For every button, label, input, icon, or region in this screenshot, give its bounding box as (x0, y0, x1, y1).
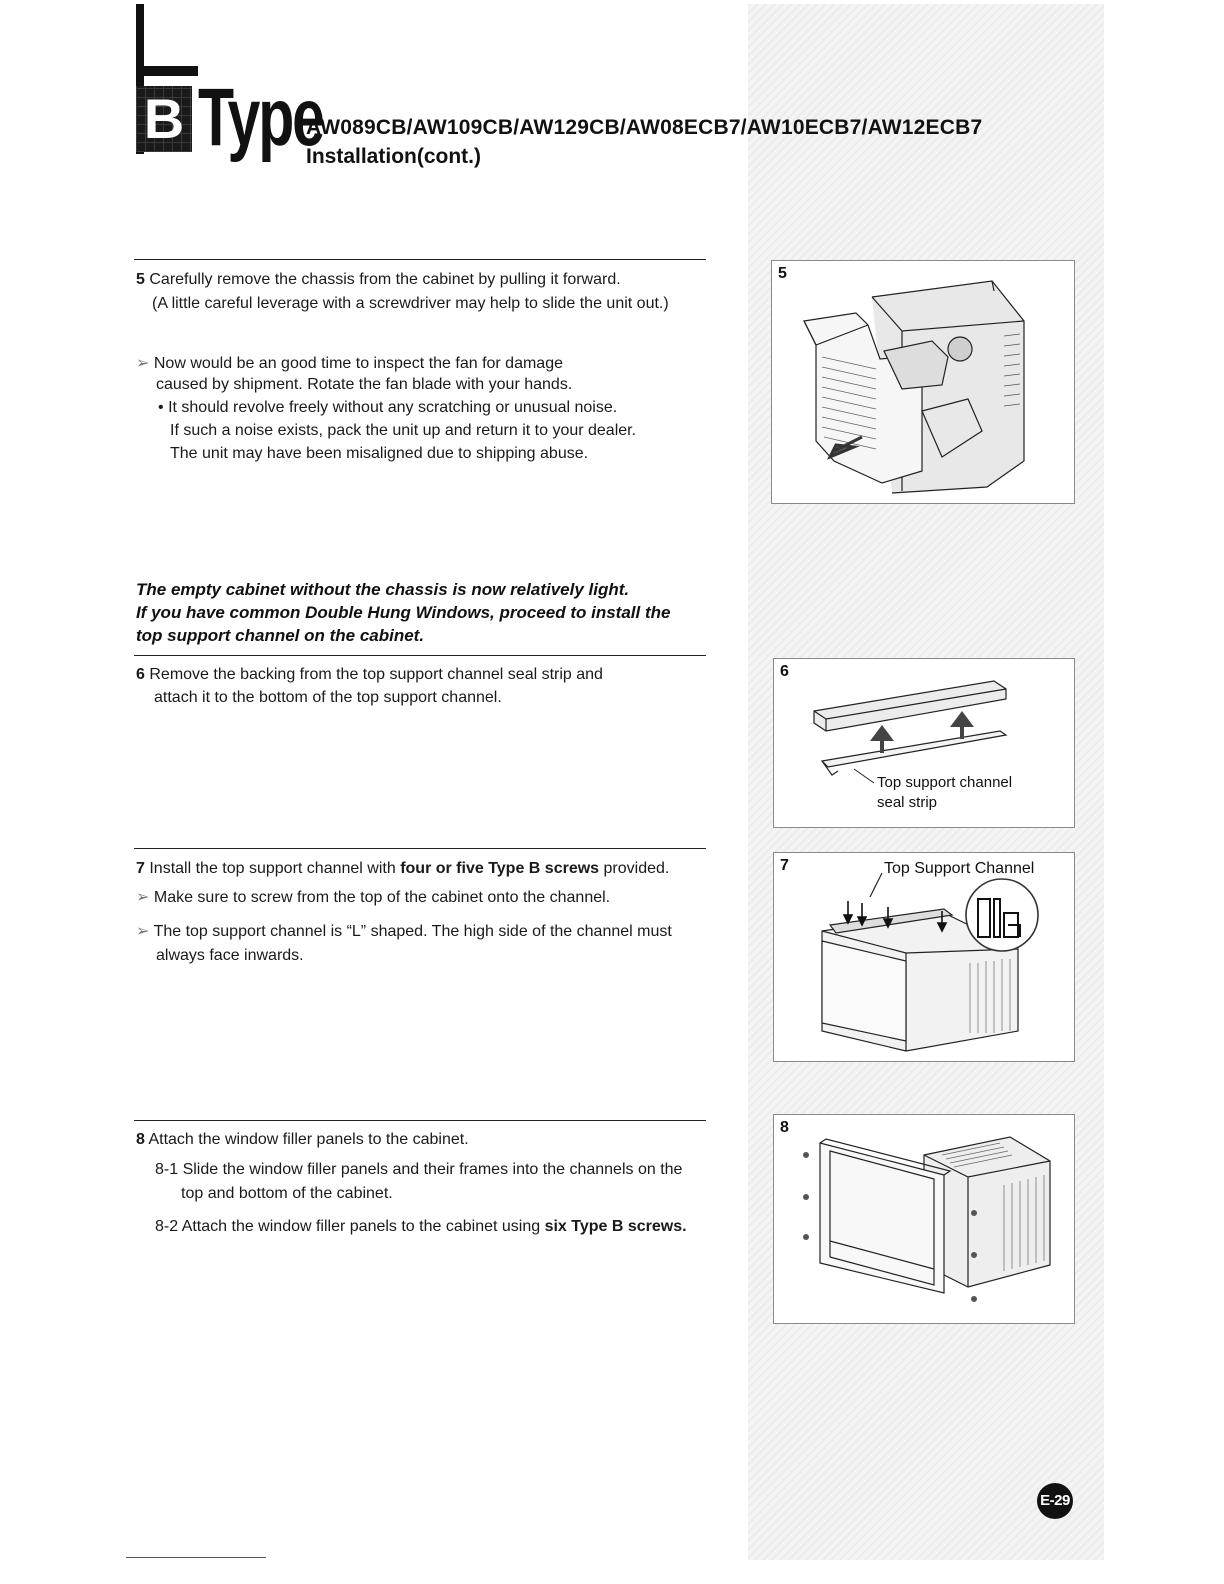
figure-5 (771, 260, 1075, 504)
step8-instruction: 8 Attach the window filler panels to the cabinet. (136, 1131, 469, 1148)
figure-caption: Top Support Channel (884, 860, 1035, 877)
logo-word: Type (198, 72, 323, 163)
step7-note: ➢ Make sure to screw from the top of the cabinet onto the channel. (136, 889, 611, 906)
note-arrow-icon: ➢ (136, 889, 150, 906)
model-numbers: AW089CB/AW109CB/AW129CB/AW08ECB7/AW10ECB7/AW12ECB7 (306, 116, 983, 139)
chassis-removal-illustration (772, 261, 1074, 503)
figure-label: 7 (780, 857, 789, 874)
type-b-logo (134, 4, 323, 163)
step8-substep-cont: top and bottom of the cabinet. (181, 1185, 393, 1202)
step7-note: ➢ The top support channel is “L” shaped. The high side of the channel must (136, 923, 672, 940)
step5-bullet-cont: If such a noise exists, pack the unit up and return it to your dealer. (170, 422, 637, 439)
callout-line: top support channel on the cabinet. (136, 626, 425, 645)
step5-note: ➢ Now would be an good time to inspect the fan for damage (136, 355, 563, 372)
note-arrow-icon: ➢ (136, 355, 150, 372)
figure-label: 5 (778, 265, 787, 282)
figure-label: 8 (780, 1119, 789, 1136)
footer-rule (126, 1557, 266, 1558)
step8-substep: 8-1 Slide the window filler panels and their frames into the channels on the (155, 1161, 683, 1178)
logo-letter: B (136, 86, 192, 152)
callout-line: If you have common Double Hung Windows, proceed to install the (136, 603, 671, 622)
step6-instruction: 6 Remove the backing from the top support channel seal strip and (136, 666, 603, 683)
page-number-badge: E-29 (1037, 1483, 1073, 1519)
figure-8 (773, 1114, 1075, 1324)
section-divider (134, 655, 706, 656)
step-number: 5 (136, 271, 145, 288)
step7-note-cont: always face inwards. (156, 947, 304, 964)
section-divider (134, 259, 706, 260)
note-arrow-icon: ➢ (136, 923, 150, 940)
step8-substep: 8-2 Attach the window filler panels to the cabinet using six Type B screws. (155, 1218, 687, 1235)
step6-instruction-cont: attach it to the bottom of the top support channel. (154, 689, 502, 706)
step5-note-cont: caused by shipment. Rotate the fan blade with your hands. (156, 376, 573, 393)
filler-panel-illustration (774, 1115, 1074, 1323)
step7-instruction: 7 Install the top support channel with four or five Type B screws provided. (136, 860, 670, 877)
step-number: 8 (136, 1131, 145, 1148)
figure-label: 6 (780, 663, 789, 680)
step-number: 6 (136, 666, 145, 683)
bullet-icon: • (158, 399, 164, 416)
figure-caption: Top support channel (877, 774, 1013, 791)
step5-instruction: 5 Carefully remove the chassis from the cabinet by pulling it forward. (136, 271, 621, 288)
step5-bullet-cont: The unit may have been misaligned due to shipping abuse. (170, 445, 589, 462)
step-number: 7 (136, 860, 145, 877)
step5-bullet: • It should revolve freely without any scratching or unusual noise. (158, 399, 618, 416)
figure-7 (773, 852, 1075, 1062)
figure-6 (773, 658, 1075, 828)
top-channel-install-illustration (774, 853, 1074, 1061)
section-divider (134, 848, 706, 849)
step5-instruction-cont: (A little careful leverage with a screwdriver may help to slide the unit out.) (152, 295, 669, 312)
figure-caption: seal strip (877, 794, 938, 811)
section-divider (134, 1120, 706, 1121)
page-subtitle: Installation(cont.) (306, 145, 481, 168)
callout-line: The empty cabinet without the chassis is now relatively light. (136, 580, 630, 599)
